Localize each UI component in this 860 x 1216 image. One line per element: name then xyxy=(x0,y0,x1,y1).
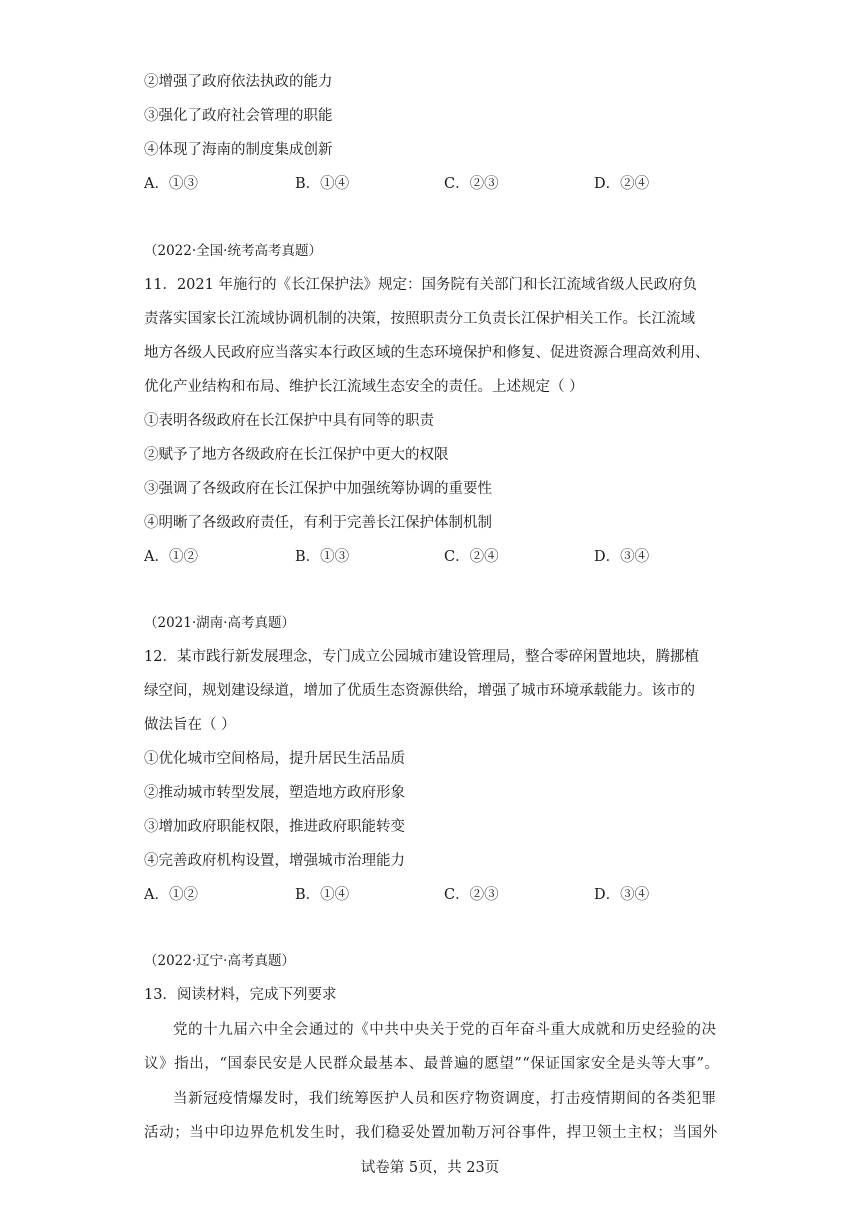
q13-material-line-2: 议》指出，“国泰民安是人民群众最基本、最普遍的愿望”“保证国家安全是头等大事”。 xyxy=(144,1056,720,1072)
page-footer: 试卷第 5页，共 23页 xyxy=(360,1160,500,1176)
q12-option-c[interactable]: C．②③ xyxy=(444,887,499,903)
q13-source: （2022·辽宁·高考真题） xyxy=(144,953,295,969)
q13-material-line-4: 活动；当中印边界危机发生时，我们稳妥处置加勒万河谷事件，捍卫领土主权；当国外 xyxy=(144,1125,718,1141)
q11-stem-line-3: 地方各级人民政府应当落实本行政区域的生态环境保护和修复、促进资源合理高效利用、 xyxy=(144,345,710,361)
q12-stem-line-1: 12．某市践行新发展理念，专门成立公园城市建设管理局，整合零碎闲置地块，腾挪植 xyxy=(144,649,699,665)
q11-stem-line-1: 11．2021 年施行的《长江保护法》规定：国务院有关部门和长江流域省级人民政府负 xyxy=(144,277,697,293)
q10-statement-4: ④体现了海南的制度集成创新 xyxy=(144,142,333,158)
q12-statement-4: ④完善政府机构设置，增强城市治理能力 xyxy=(144,853,405,869)
q13-material-line-1: 党的十九届六中全会通过的《中共中央关于党的百年奋斗重大成就和历史经验的决 xyxy=(173,1022,717,1038)
q11-stem-line-2: 责落实国家长江流域协调机制的决策，按照职责分工负责长江保护相关工作。长江流域 xyxy=(144,311,695,327)
q11-option-d[interactable]: D．③④ xyxy=(594,549,650,565)
q10-option-a[interactable]: A．①③ xyxy=(144,176,198,192)
q11-statement-2: ②赋予了地方各级政府在长江保护中更大的权限 xyxy=(144,447,449,463)
q10-option-d[interactable]: D．②④ xyxy=(594,176,650,192)
q11-statement-3: ③强调了各级政府在长江保护中加强统筹协调的重要性 xyxy=(144,481,492,497)
q11-stem-line-4: 优化产业结构和布局、维护长江流域生态安全的责任。上述规定（ ） xyxy=(144,379,584,395)
q12-statement-1: ①优化城市空间格局，提升居民生活品质 xyxy=(144,751,405,767)
q11-option-a[interactable]: A．①② xyxy=(144,549,198,565)
q11-statement-1: ①表明各级政府在长江保护中具有同等的职责 xyxy=(144,413,434,429)
q12-option-a[interactable]: A．①② xyxy=(144,887,198,903)
q11-option-c[interactable]: C．②④ xyxy=(444,549,499,565)
q12-statement-3: ③增加政府职能权限，推进政府职能转变 xyxy=(144,819,405,835)
q11-source: （2022·全国·统考高考真题） xyxy=(144,243,322,259)
q11-option-b[interactable]: B．①③ xyxy=(295,549,350,565)
q12-stem-line-3: 做法旨在（ ） xyxy=(144,717,236,733)
q10-option-c[interactable]: C．②③ xyxy=(444,176,499,192)
q12-source: （2021·湖南·高考真题） xyxy=(144,615,295,631)
q10-statement-2: ②增强了政府依法执政的能力 xyxy=(144,74,333,90)
q12-option-b[interactable]: B．①④ xyxy=(295,887,350,903)
q11-statement-4: ④明晰了各级政府责任，有利于完善长江保护体制机制 xyxy=(144,515,492,531)
q12-option-d[interactable]: D．③④ xyxy=(594,887,650,903)
q12-statement-2: ②推动城市转型发展，塑造地方政府形象 xyxy=(144,785,405,801)
q10-statement-3: ③强化了政府社会管理的职能 xyxy=(144,108,333,124)
q10-option-b[interactable]: B．①④ xyxy=(295,176,350,192)
q13-material-line-3: 当新冠疫情爆发时，我们统筹医护人员和医疗物资调度，打击疫情期间的各类犯罪 xyxy=(173,1091,717,1107)
q13-stem: 13．阅读材料，完成下列要求 xyxy=(144,987,337,1003)
q12-stem-line-2: 绿空间，规划建设绿道，增加了优质生态资源供给，增强了城市环境承载能力。该市的 xyxy=(144,683,695,699)
